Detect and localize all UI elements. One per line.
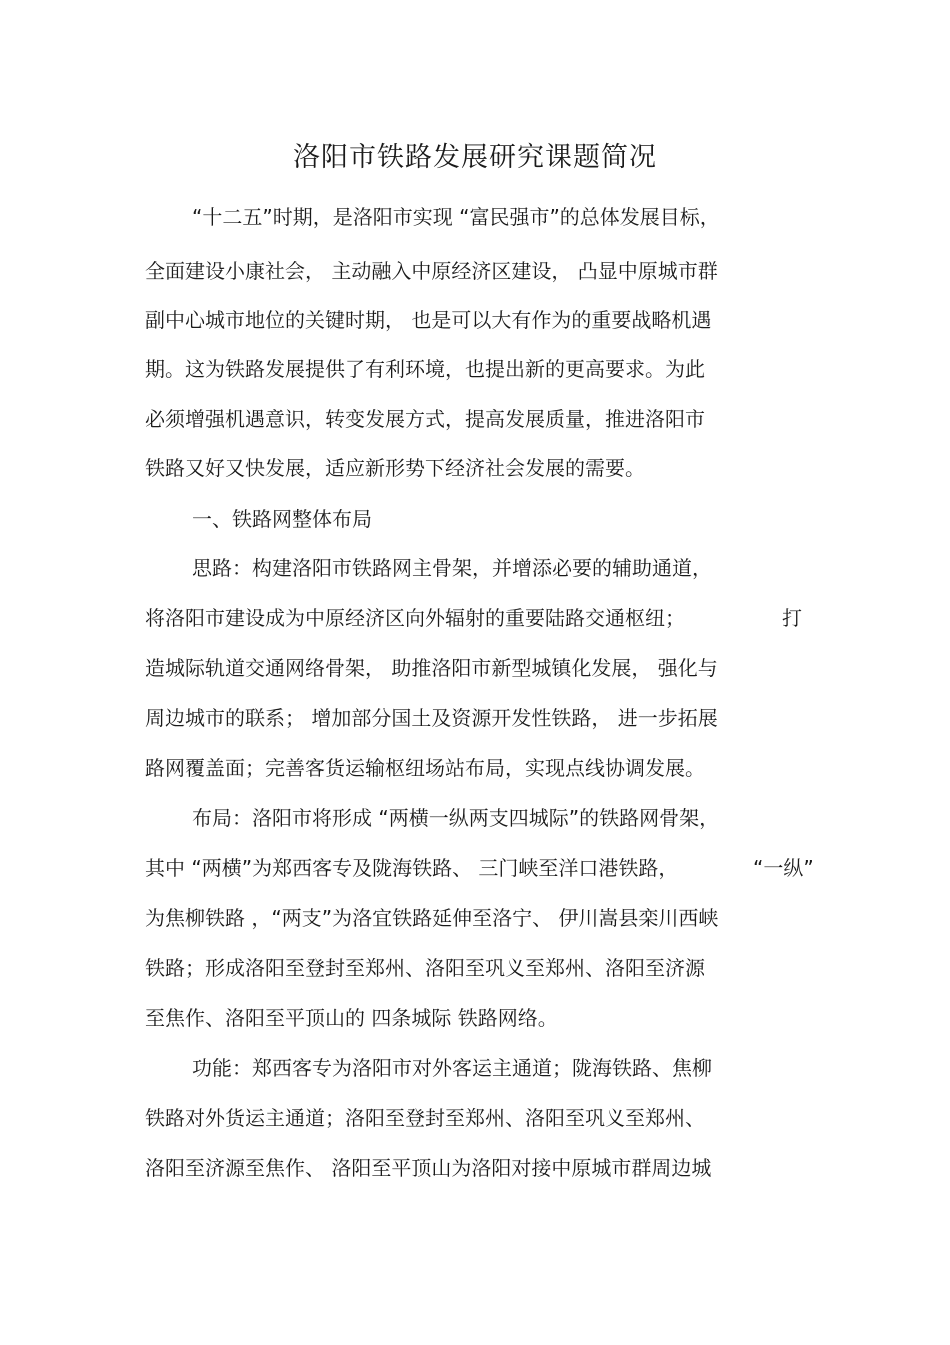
page-title: 洛阳市铁路发展研究课题简况 xyxy=(293,142,657,173)
paragraph-line: 副中心城市地位的关键时期， 也是可以大有作为的重要战略机遇 xyxy=(145,308,712,332)
paragraph-line: 洛阳至济源至焦作、 洛阳至平顶山为洛阳对接中原城市群周边城 xyxy=(145,1156,712,1180)
paragraph-line: 功能：郑西客专为洛阳市对外客运主通道；陇海铁路、焦柳 xyxy=(192,1056,712,1080)
paragraph-line: 铁路又好又快发展，适应新形势下经济社会发展的需要。 xyxy=(145,456,645,480)
paragraph-line: 至焦作、洛阳至平顶山的 四条城际 铁路网络。 xyxy=(145,1006,558,1030)
line-text: 将洛阳市建设成为中原经济区向外辐射的重要陆路交通枢纽； xyxy=(145,606,685,630)
paragraph-line: 为焦柳铁路 ，“两支”为洛宜铁路延伸至洛宁、 伊川嵩县栾川西峡 xyxy=(145,906,719,930)
paragraph-line: 必须增强机遇意识，转变发展方式，提高发展质量，推进洛阳市 xyxy=(145,407,705,431)
paragraph-line: 全面建设小康社会， 主动融入中原经济区建设， 凸显中原城市群 xyxy=(145,259,718,283)
paragraph-line: 布局：洛阳市将形成 “两横一纵两支四城际”的铁路网骨架， xyxy=(192,806,720,830)
paragraph-line: 铁路对外货运主通道；洛阳至登封至郑州、洛阳至巩义至郑州、 xyxy=(145,1106,705,1130)
paragraph-line: 思路：构建洛阳市铁路网主骨架，并增添必要的辅助通道， xyxy=(192,556,712,580)
line-text: 其中 “两横”为郑西客专及陇海铁路、 三门峡至洋口港铁路， xyxy=(145,856,679,880)
paragraph-line: 造城际轨道交通网络骨架， 助推洛阳市新型城镇化发展， 强化与 xyxy=(145,656,718,680)
paragraph-line: 周边城市的联系； 增加部分国土及资源开发性铁路， 进一步拓展 xyxy=(145,706,718,730)
paragraph-line: 期。这为铁路发展提供了有利环境，也提出新的更高要求。为此 xyxy=(145,357,705,381)
section-heading: 一、铁路网整体布局 xyxy=(192,507,372,531)
paragraph-line: 路网覆盖面；完善客货运输枢纽场站布局，实现点线协调发展。 xyxy=(145,756,705,780)
line-tail-text: “一纵” xyxy=(753,856,814,880)
paragraph-line: “十二五”时期，是洛阳市实现 “富民强市”的总体发展目标， xyxy=(192,205,720,229)
line-tail-text: 打 xyxy=(782,606,802,630)
paragraph-line: 铁路；形成洛阳至登封至郑州、洛阳至巩义至郑州、洛阳至济源 xyxy=(145,956,705,980)
